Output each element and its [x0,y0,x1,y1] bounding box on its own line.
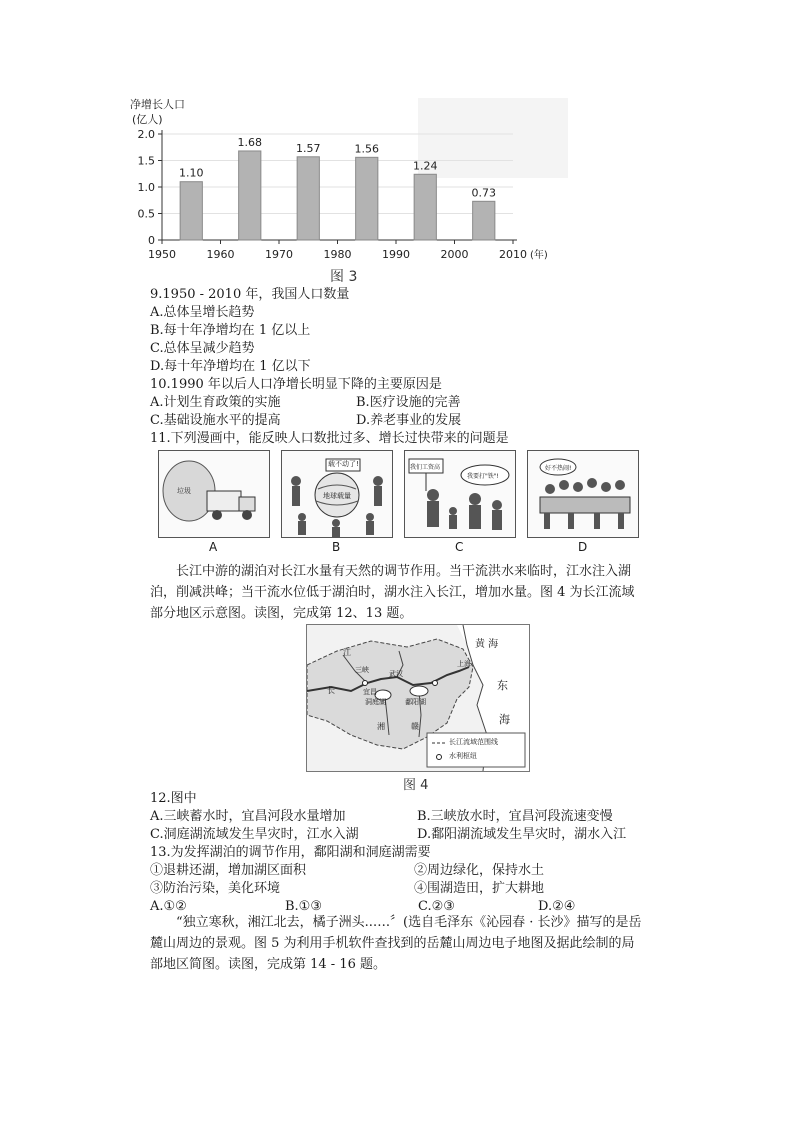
q9-option-b: B.每十年净增均在 1 亿以上 [150,323,311,338]
bar-value-label: 0.73 [471,186,496,200]
y-tick-label: 1.5 [137,154,155,168]
bar-1990s [414,174,436,240]
cartoon-c-label: C [455,540,464,554]
cartoon-d-bubble: 好不热闹! [545,465,572,472]
q13-item-4: ④围湖造田，扩大耕地 [414,881,545,896]
q12-option-c: C.洞庭湖流域发生旱灾时，江水入湖 [150,827,359,842]
passage-yuelu-mountain: “独立寒秋，湘江北去，橘子洲头..….〞(选自毛泽东《沁园春 · 长沙》描写的是岳麓山周边的景观。图 5 为利用手机软件查找到的岳麓山周边电子地图及据此绘制的局部地区简图。读图，完成第 14 - 16 题。 [150,915,642,972]
map-sea-hai: 海 [499,713,510,726]
cartoon-b-globe-label: 地球载量 [323,492,351,500]
map-label-xiang: 湘 [377,722,385,731]
map-label-shanghai: 上海 [457,660,471,668]
q12-option-a: A.三峡蓄水时，宜昌河段水量增加 [150,809,346,824]
q9-option-c: C.总体呈减少趋势 [150,341,255,356]
passage-yangtze-lakes: 长江中游的湖泊对长江水量有天然的调节作用。当干流洪水来临时，江水注入湖泊，削减洪峰；当干流水位低于湖泊时，湖水注入长江，增加水量。图 4 为长江流域部分地区示意图。读图，完成第 12、13 题。 [150,564,635,621]
q10-stem: 10.1990 年以后人口净增长明显下降的主要原因是 [150,377,442,392]
q13-option-d: D.②④ [538,899,576,914]
map-label-gan: 赣 [411,722,419,731]
q13-option-a: A.①② [150,899,187,914]
cartoon-b-label: B [332,540,341,554]
bar-1950s [180,182,202,240]
x-tick-label: 1970 [265,248,293,261]
q9-option-d: D.每十年净增均在 1 亿以下 [150,359,311,374]
x-tick-label: 2000 [440,248,469,261]
x-tick-label: 1990 [382,248,410,261]
cartoon-a-label: A [209,540,218,554]
q12-stem: 12.图中 [150,791,197,806]
q11-stem: 11.下列漫画中，能反映人口数批过多、增长过快带来的问题是 [150,431,509,446]
q10-option-d: D.养老事业的发展 [356,413,462,428]
q13-item-3: ③防治污染，美化环境 [150,881,281,896]
cartoon-c [404,450,516,538]
map-label-dongting: 洞庭湖 [365,698,386,706]
q10-option-b: B.医疗设施的完善 [356,395,461,410]
population-growth-chart [118,96,568,286]
cartoon-c-bubble: 我要打"铁"! [467,473,499,480]
x-tick-label: 2010 [499,248,527,261]
bar-2000s [473,201,495,240]
y-tick-label: 0 [148,234,155,247]
q12-option-d: D.鄱阳湖流域发生旱灾时，湖水入江 [417,827,627,842]
q10-option-c: C.基础设施水平的提高 [150,413,281,428]
map-label-chang: 长 [327,686,335,695]
map-legend-dam: 水利枢纽 [449,752,477,760]
yangtze-map [306,624,530,772]
map-label-yichang: 宜昌 [363,688,377,696]
chart-yunit: (亿人) [132,113,163,126]
map-label-poyang: 鄱阳湖 [405,698,426,706]
x-tick-label: 1980 [323,248,352,261]
figure-4-caption: 图 4 [403,778,429,793]
q12-option-b: B.三峡放水时，宜昌河段流速变慢 [417,809,613,824]
chart-ylabel: 净增长人口 [130,98,185,111]
map-legend-basin-line: 长江流域范围线 [449,738,498,746]
q9-stem: 9.1950 - 2010 年，我国人口数量 [150,287,350,302]
bar-1970s [297,157,319,240]
q13-item-2: ②周边绿化，保持水土 [414,863,545,878]
q10-option-a: A.计划生育政策的实施 [150,395,281,410]
map-label-sanxia: 三峡 [355,666,369,674]
x-tick-label: 1960 [206,248,235,261]
bar-value-label: 1.57 [296,141,321,155]
cartoon-b [281,450,393,538]
cartoon-c-sign: 我们工资高 [410,464,441,471]
q9-option-a: A.总体呈增长趋势 [150,305,255,320]
y-tick-label: 2.0 [137,128,155,141]
map-label-jiang: 江 [343,648,351,657]
cartoon-d [527,450,639,538]
y-tick-label: 0.5 [137,207,155,221]
q13-stem: 13.为发挥湖泊的调节作用，鄱阳湖和洞庭湖需要 [150,845,431,860]
chart-xunit: (年) [530,250,548,261]
cartoon-d-label: D [578,540,588,554]
cartoon-a [158,450,270,538]
map-label-wuhan: 武汉 [389,670,403,678]
bar-value-label: 1.68 [237,135,262,149]
q13-option-b: B.①③ [285,899,322,914]
bar-1980s [356,157,378,240]
cartoon-b-bubble: 载不动了! [328,460,359,468]
map-sea-huanghai: 黄 海 [475,639,499,650]
bar-value-label: 1.24 [413,159,438,173]
bar-value-label: 1.10 [179,166,204,180]
bar-value-label: 1.56 [354,142,379,156]
map-sea-dong: 东 [497,679,508,692]
x-tick-label: 1950 [148,248,176,261]
figure-3-caption: 图 3 [330,269,358,285]
q13-item-1: ①退耕还湖，增加湖区面积 [150,863,307,878]
y-tick-label: 1.0 [137,181,155,194]
bar-1960s [239,151,261,240]
svg-text:垃圾: 垃圾 [177,487,191,495]
q13-option-c: C.②③ [418,899,455,914]
